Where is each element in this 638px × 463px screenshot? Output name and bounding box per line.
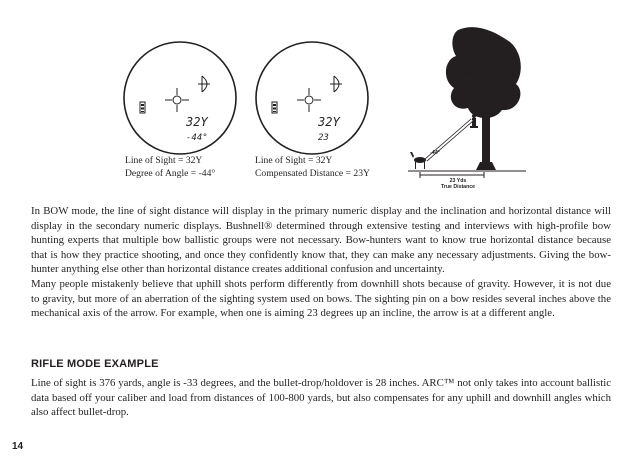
caption-line: Compensated Distance = 23Y [255,167,370,179]
los-label-text: Line of Sight [464,72,496,78]
paragraph-text: Many people mistakenly believe that uphill shots perform differently from downhill shots because of gravity. However, it is not due to gravity, but more of an aberration of the sighting system used on bows. The sighting pin on a bow resides several inches above the mechanical axis of the arrow. For example, when one is aiming 23 degrees up an incline, the arrow is at a different angle. [31,277,611,320]
angle-label: -44° [430,150,440,156]
rangefinder-display-angle [120,38,250,168]
bow-mode-paragraph [31,204,611,321]
los-label [460,66,500,78]
distance-label-yards: 23 Yds [449,178,467,184]
battery-icon [140,102,145,113]
secondary-readout: -44° [186,133,208,143]
crosshair-icon [165,88,189,112]
distance-label-text: True Distance [440,184,476,190]
rangefinder-display-compensated [252,38,382,168]
bow-icon [330,76,342,92]
page-number: 14 [12,441,24,452]
battery-icon [272,102,277,113]
secondary-readout: 23 [318,133,329,143]
los-label-yards: 32 Yds [471,66,489,72]
distance-label [436,178,480,190]
caption-line: Line of Sight = 32Y [125,155,203,166]
rifle-mode-paragraph: Line of sight is 376 yards, angle is -33 degrees, and the bullet-drop/holdover is 28 inches. ARC™ not only takes into account ballistic data based off your caliber and load from distances of 100-800 yards, but also compensates for any uphill and downhill angles which also affect bullet-drop. [31,377,611,419]
paragraph-text: In BOW mode, the line of sight distance will display in the primary numeric display and the inclination and horizontal distance will display in the secondary numeric displays. Bushnell® determined through extensive testing and interviews with high-profile bow hunting experts that multiple bow ballistic groups were not necessary. Bow-hunters want to know true horizontal distance because that is how they practice shooting, and once they confidently know that, they can make any necessary adjustments. Giving the bow-hunter anything else other than horizontal distance creates additional confusion and uncertainty. [31,205,611,276]
hunting-scene [398,20,528,190]
crosshair-icon [297,88,321,112]
tree-stand-illustration [398,20,528,190]
caption-line: Degree of Angle = -44° [125,167,216,179]
deer-icon [410,152,426,169]
tree-icon [446,27,521,170]
scope-circle [252,38,382,168]
section-heading: RIFLE MODE EXAMPLE [31,358,159,370]
bow-icon [198,76,210,92]
figure-caption-angle [125,155,215,180]
primary-readout: 32Y [318,115,340,129]
figure-caption-compensated [255,155,370,180]
caption-line: Line of Sight = 32Y [255,155,333,166]
primary-readout: 32Y [186,115,208,129]
scope-circle [120,38,250,168]
